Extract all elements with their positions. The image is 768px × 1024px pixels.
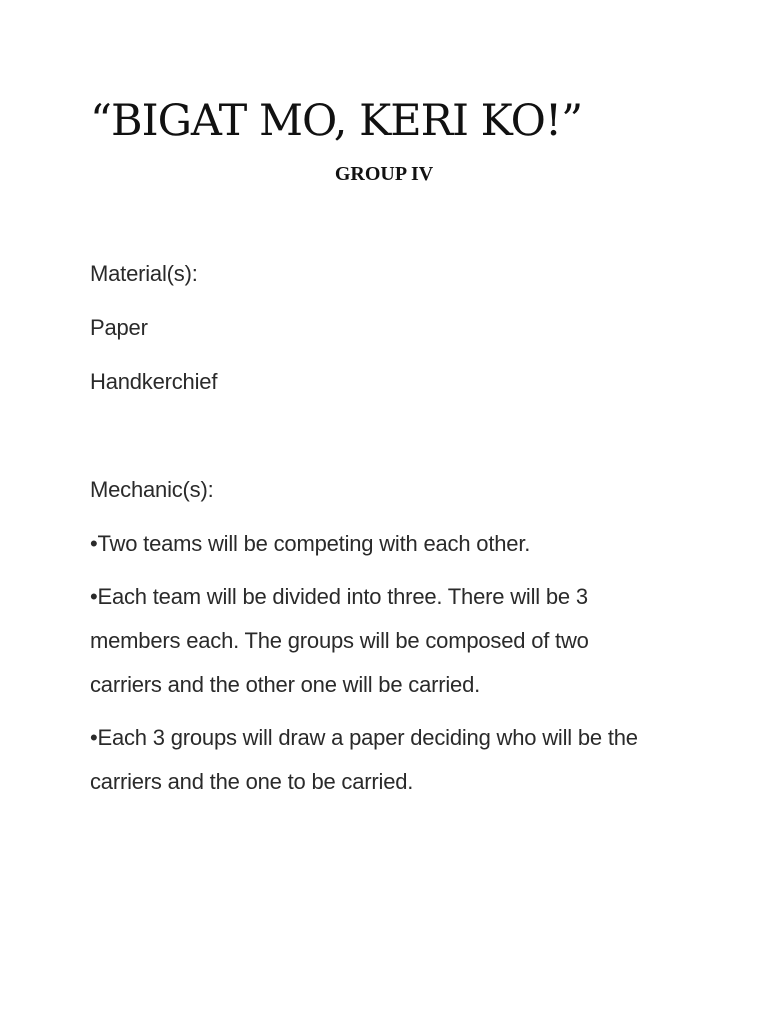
- mechanics-heading: Mechanic(s):: [90, 477, 214, 502]
- document-subtitle: GROUP IV: [334, 163, 434, 185]
- mechanic-bullet: •Two teams will be competing with each other.: [90, 531, 531, 556]
- material-item: Handkerchief: [90, 369, 218, 394]
- mechanic-bullet: •Each 3 groups will draw a paper deciding who will be the carriers and the one to be carried.: [90, 725, 638, 794]
- mechanic-bullet: •Each team will be divided into three. There will be 3 members each. The groups will be composed of two carriers and the other one will be carried.: [90, 584, 589, 697]
- material-item: Paper: [90, 315, 148, 340]
- document-title: “BIGAT MO, KERI KO!”: [90, 96, 583, 146]
- materials-heading: Material(s):: [90, 261, 198, 286]
